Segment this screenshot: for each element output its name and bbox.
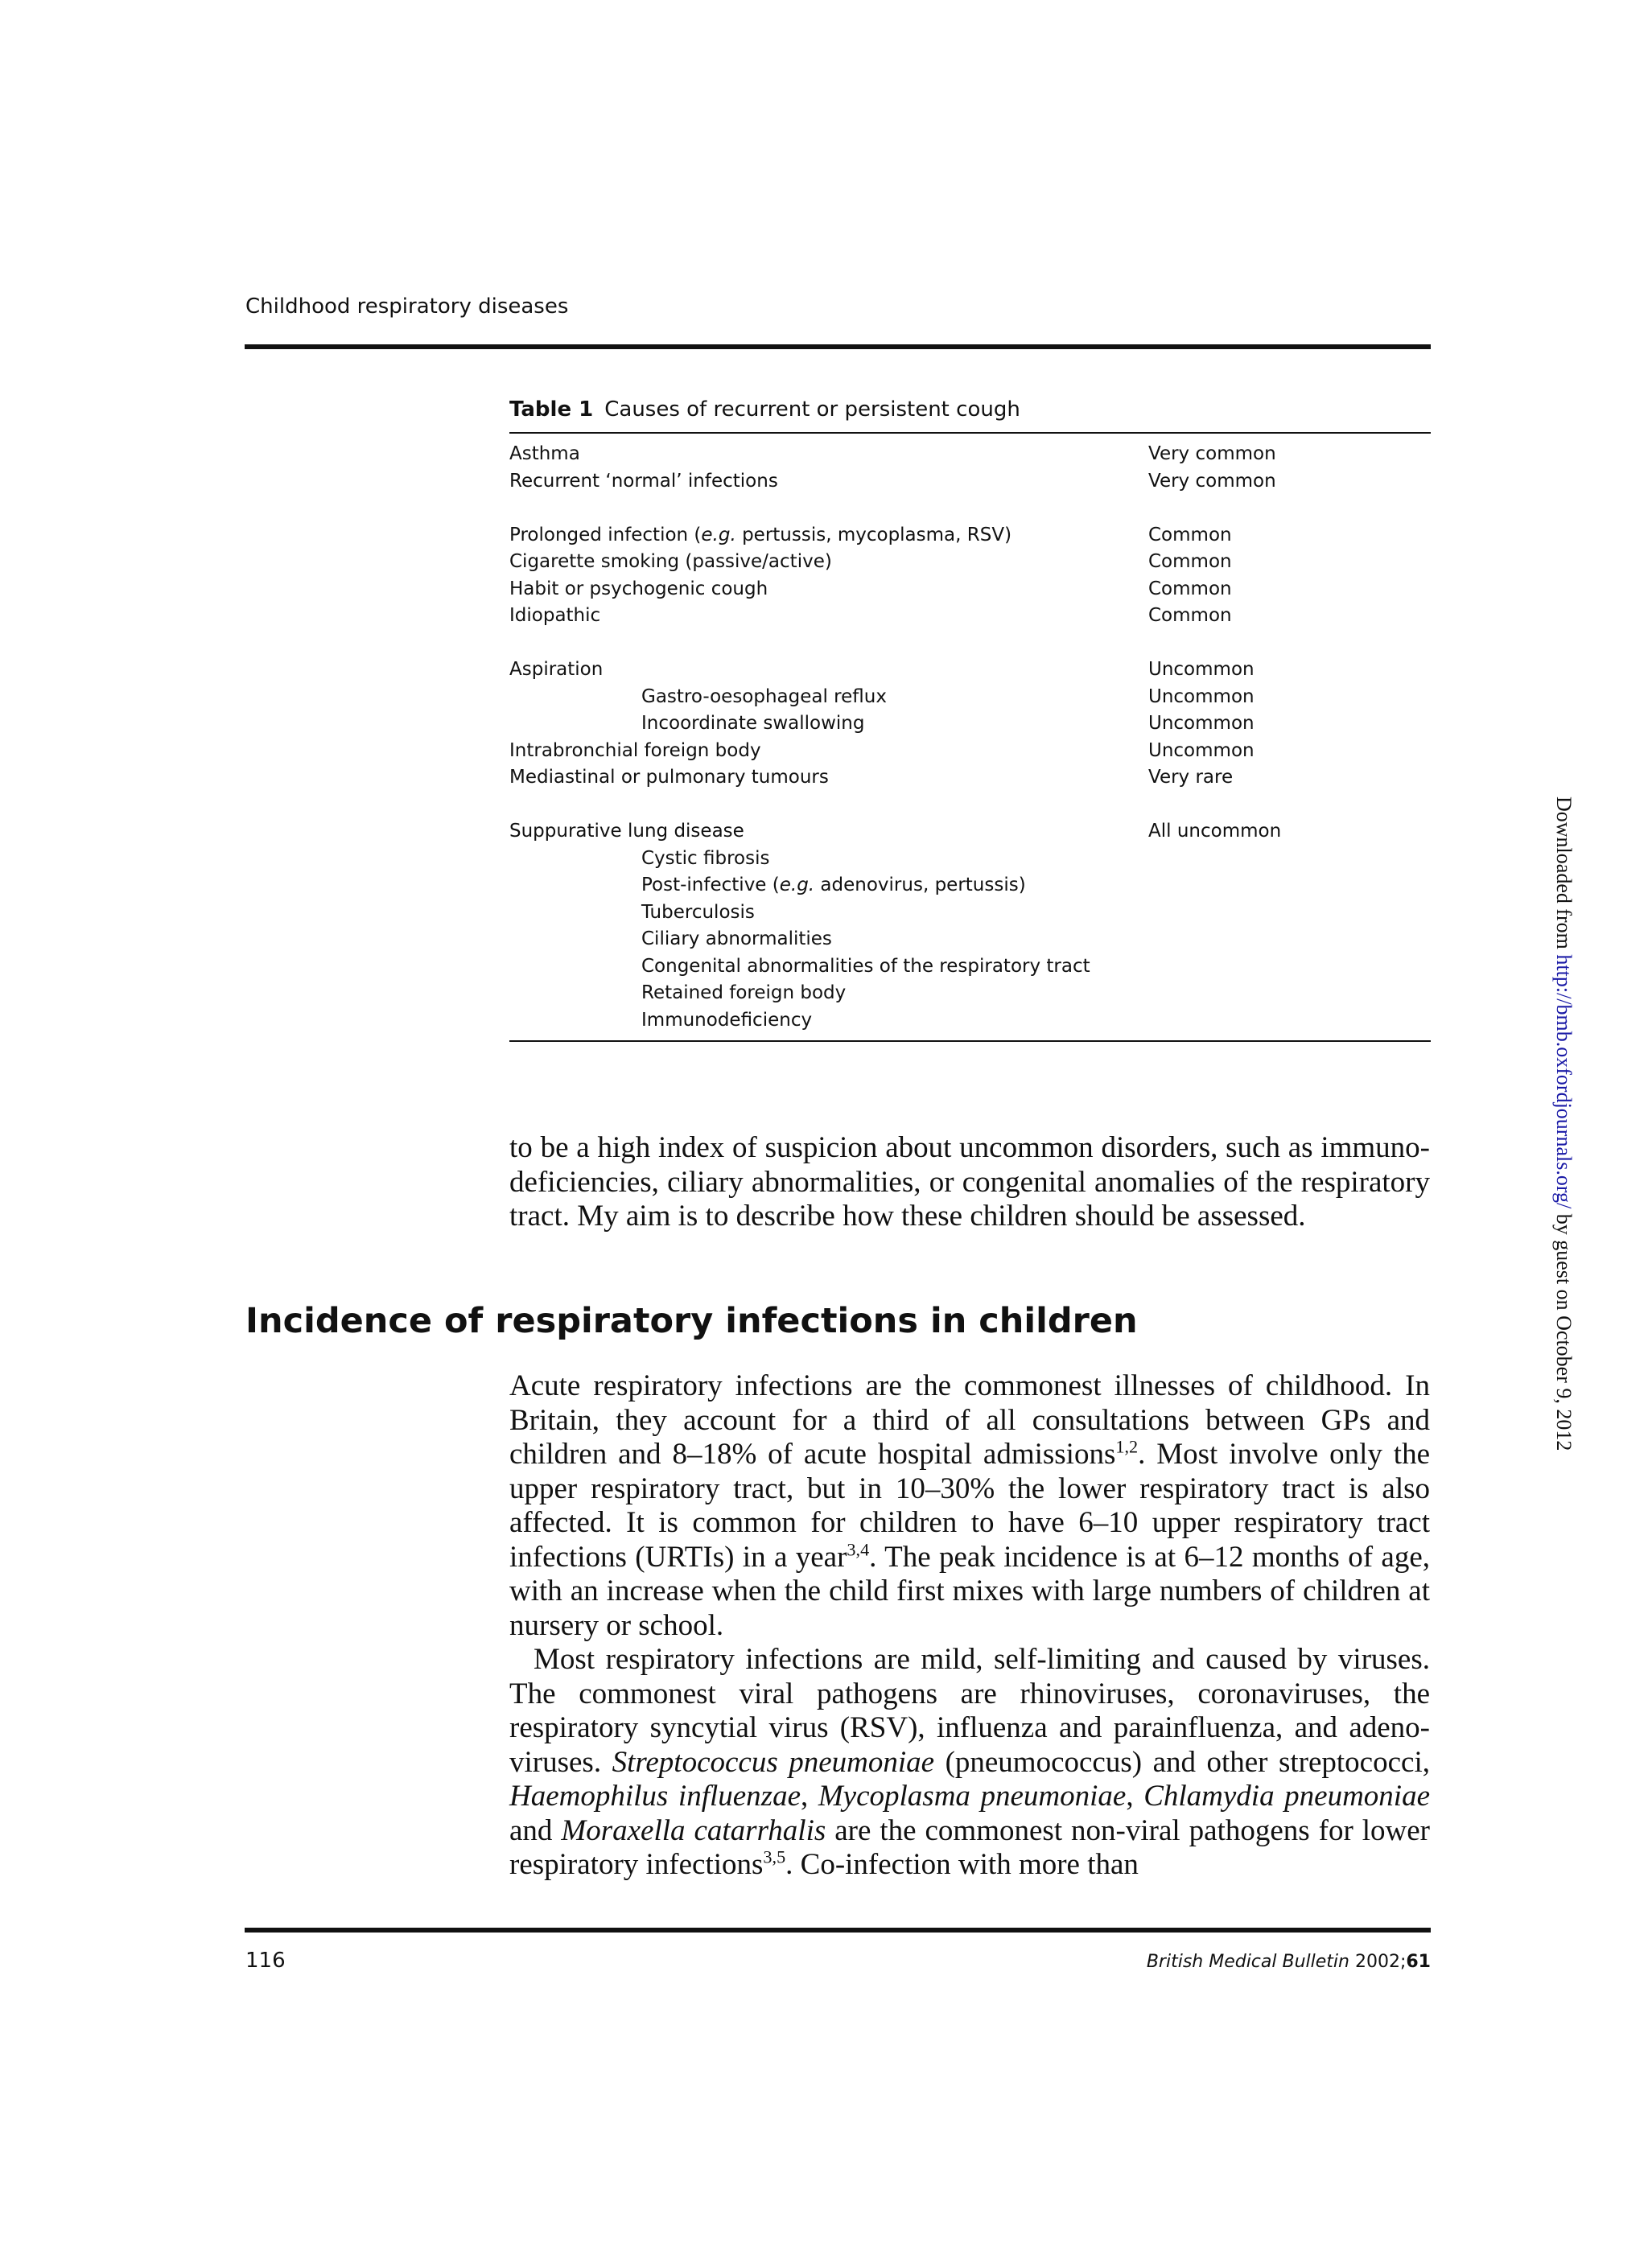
cause-cell: Ciliary abnormalities (641, 928, 832, 949)
cause-cell: Mediastinal or pulmonary tumours (509, 767, 829, 788)
frequency-cell (1148, 980, 1431, 1007)
table-spacer-row (509, 495, 1431, 522)
table-row (509, 549, 1431, 576)
cause-cell: Idiopathic (509, 605, 601, 626)
cause-cell: Recurrent ‘normal’ infections (509, 470, 778, 492)
table-label: Table 1 (509, 397, 594, 422)
download-note: Downloaded from http://bmb.oxfordjournals.org/ by guest on October 9, 2012 (1552, 796, 1576, 1451)
frequency-cell: Very common (1148, 443, 1276, 464)
frequency-cell (1148, 953, 1431, 981)
frequency-cell (1148, 899, 1431, 927)
cause-cell: Congenital abnormalities of the respiratory tract (641, 955, 1090, 977)
cause-cell: Cystic fibrosis (641, 847, 770, 869)
cause-cell: Immunodeficiency (641, 1009, 813, 1031)
frequency-cell: Common (1148, 551, 1232, 572)
cause-cell: Habit or psychogenic cough (509, 578, 768, 599)
frequency-cell (1148, 846, 1431, 873)
table-top-rule (509, 432, 1431, 434)
cause-cell: Asthma (509, 443, 580, 464)
table-row (509, 684, 1431, 711)
table-row (509, 1007, 1431, 1035)
table-row (509, 657, 1431, 684)
cause-cell: Suppurative lung disease (509, 821, 744, 842)
frequency-cell (1148, 926, 1431, 953)
table-row (509, 576, 1431, 603)
cause-cell: Intrabronchial foreign body (509, 739, 761, 761)
table-bottom-rule (509, 1040, 1431, 1042)
table-row (509, 468, 1431, 496)
page-number: 116 (245, 1949, 286, 1973)
table-row (509, 738, 1431, 765)
table-row (509, 818, 1431, 846)
cause-cell: Aspiration (509, 659, 604, 680)
download-link[interactable]: http://bmb.oxfordjournals.org/ (1552, 954, 1576, 1209)
paragraph-1: Acute respiratory infections are the commonest illnesses of childhood. In Britain, they account for a third of all consultations between GPs and children and 8–18% of acute hospital admissions$^{1,2}$. Most involve only the upper respiratory tract, but in 10–30% the lower respiratory tract is also affected. It is common for children to have 6–10 upper respiratory tract infections (URTIs) in a year$^{3,4}$. The peak incidence is at 6–12 months of age, with an increase when the child first mixes with large numbers of children at nursery or school. (509, 1369, 1430, 1642)
frequency-cell: Common (1148, 605, 1232, 626)
frequency-cell: Uncommon (1148, 659, 1255, 680)
table-row (509, 926, 1431, 953)
frequency-cell: Very rare (1148, 767, 1234, 788)
table-row (509, 899, 1431, 927)
table-row (509, 764, 1431, 792)
cause-cell: Post-infective (e.g. adenovirus, pertussis) (641, 875, 1026, 895)
table-row (509, 441, 1431, 468)
header-rule (245, 344, 1431, 349)
cause-cell: Incoordinate swallowing (641, 713, 865, 734)
frequency-cell (1148, 872, 1431, 899)
section-heading: Incidence of respiratory infections in children (245, 1301, 1138, 1341)
frequency-cell: Uncommon (1148, 685, 1255, 707)
frequency-cell: Uncommon (1148, 713, 1255, 734)
cause-cell: Retained foreign body (641, 982, 847, 1003)
table-row (509, 522, 1431, 550)
table-row (509, 953, 1431, 981)
frequency-cell: Very common (1148, 470, 1276, 492)
causes-table (509, 441, 1431, 1034)
table-spacer-row (509, 792, 1431, 819)
frequency-cell: Uncommon (1148, 739, 1255, 761)
table-caption (509, 397, 1020, 422)
frequency-cell (1148, 1007, 1431, 1035)
journal-reference: British Medical Bulletin 2002;61 (1146, 1952, 1431, 1972)
frequency-cell: Common (1148, 578, 1232, 599)
table-row (509, 603, 1431, 630)
intro-paragraph: to be a high index of suspicion about uncommon disorders, such as immuno-deficiencies, ciliary abnormalities, or congenital anomalies of the respiratory tract. My aim is to describe how these children should be assessed. (509, 1131, 1430, 1233)
table-title: Causes of recurrent or persistent cough (604, 397, 1020, 422)
table-row (509, 872, 1431, 899)
cause-cell: Tuberculosis (641, 901, 755, 923)
table-spacer-row (509, 630, 1431, 657)
paragraph-2: Most respiratory infections are mild, self-limiting and caused by viruses. The commonest viral pathogens are rhinoviruses, coronaviruses, the respiratory syncytial virus (RSV), influenza and parainfluenza, and adeno-viruses. Streptococcus pneumoniae (pneumococcus) and other streptococci, Haemophilus influenzae, Mycoplasma pneumoniae, Chlamydia pneumoniae and Moraxella catarrhalis are the commonest non-viral pathogens for lower respiratory infections$^{3,5}$. Co-infection with more than (509, 1643, 1431, 1881)
cause-cell: Cigarette smoking (passive/active) (509, 551, 832, 572)
table-row (509, 846, 1431, 873)
running-head: Childhood respiratory diseases (245, 294, 569, 319)
table-row (509, 980, 1431, 1007)
footer-rule (245, 1928, 1431, 1933)
table-row (509, 710, 1431, 738)
frequency-cell: All uncommon (1148, 821, 1282, 842)
cause-cell: Gastro-oesophageal reflux (641, 685, 887, 707)
body-paragraphs (509, 1369, 1430, 1883)
frequency-cell: Common (1148, 524, 1232, 545)
cause-cell: Prolonged infection (e.g. pertussis, mycoplasma, RSV) (509, 524, 1012, 545)
